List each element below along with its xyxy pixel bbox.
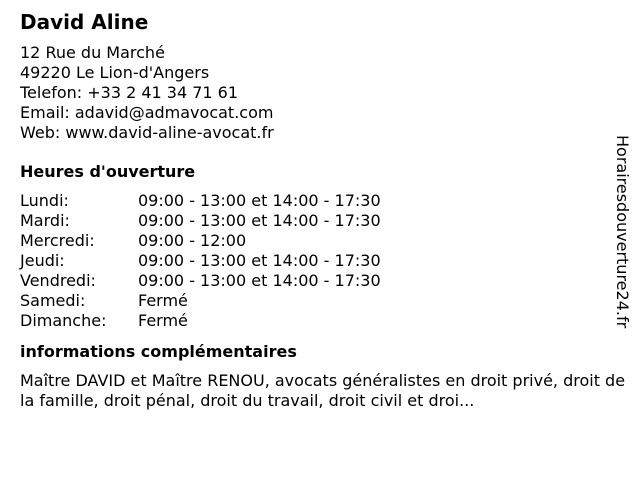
time-value: Fermé bbox=[138, 311, 188, 330]
hours-row-wednesday bbox=[20, 231, 610, 251]
hours-row-thursday bbox=[20, 251, 610, 271]
time-value: 09:00 - 13:00 et 14:00 - 17:30 bbox=[138, 191, 381, 210]
day-label: Samedi: bbox=[20, 291, 86, 310]
hours-table bbox=[20, 191, 610, 331]
site-watermark[interactable]: Horairesdouverture24.fr bbox=[613, 135, 632, 329]
time-value: 09:00 - 13:00 et 14:00 - 17:30 bbox=[138, 251, 381, 270]
time-value: Fermé bbox=[138, 291, 188, 310]
day-label: Mardi: bbox=[20, 211, 70, 230]
day-label: Jeudi: bbox=[20, 251, 65, 270]
day-label: Vendredi: bbox=[20, 271, 96, 290]
web-line: Web: www.david-aline-avocat.fr bbox=[20, 123, 274, 142]
hours-title: Heures d'ouverture bbox=[20, 162, 196, 181]
time-value: 09:00 - 12:00 bbox=[138, 231, 247, 250]
day-label: Lundi: bbox=[20, 191, 69, 210]
email-line: Email: adavid@admavocat.com bbox=[20, 103, 274, 122]
address-street: 12 Rue du Marché bbox=[20, 43, 165, 62]
address-city: 49220 Le Lion-d'Angers bbox=[20, 63, 210, 82]
time-value: 09:00 - 13:00 et 14:00 - 17:30 bbox=[138, 271, 381, 290]
hours-row-saturday bbox=[20, 291, 610, 311]
hours-row-friday bbox=[20, 271, 610, 291]
hours-row-sunday bbox=[20, 311, 610, 331]
phone-line: Telefon: +33 2 41 34 71 61 bbox=[20, 83, 239, 102]
day-label: Mercredi: bbox=[20, 231, 95, 250]
info-description: Maître DAVID et Maître RENOU, avocats généralistes en droit privé, droit de la famille, droit pénal, droit du travail, droit civil et droi... bbox=[20, 371, 626, 410]
day-label: Dimanche: bbox=[20, 311, 107, 330]
hours-row-monday bbox=[20, 191, 610, 211]
info-title: informations complémentaires bbox=[20, 342, 297, 361]
time-value: 09:00 - 13:00 et 14:00 - 17:30 bbox=[138, 211, 381, 230]
business-name: David Aline bbox=[20, 10, 149, 34]
hours-row-tuesday bbox=[20, 211, 610, 231]
